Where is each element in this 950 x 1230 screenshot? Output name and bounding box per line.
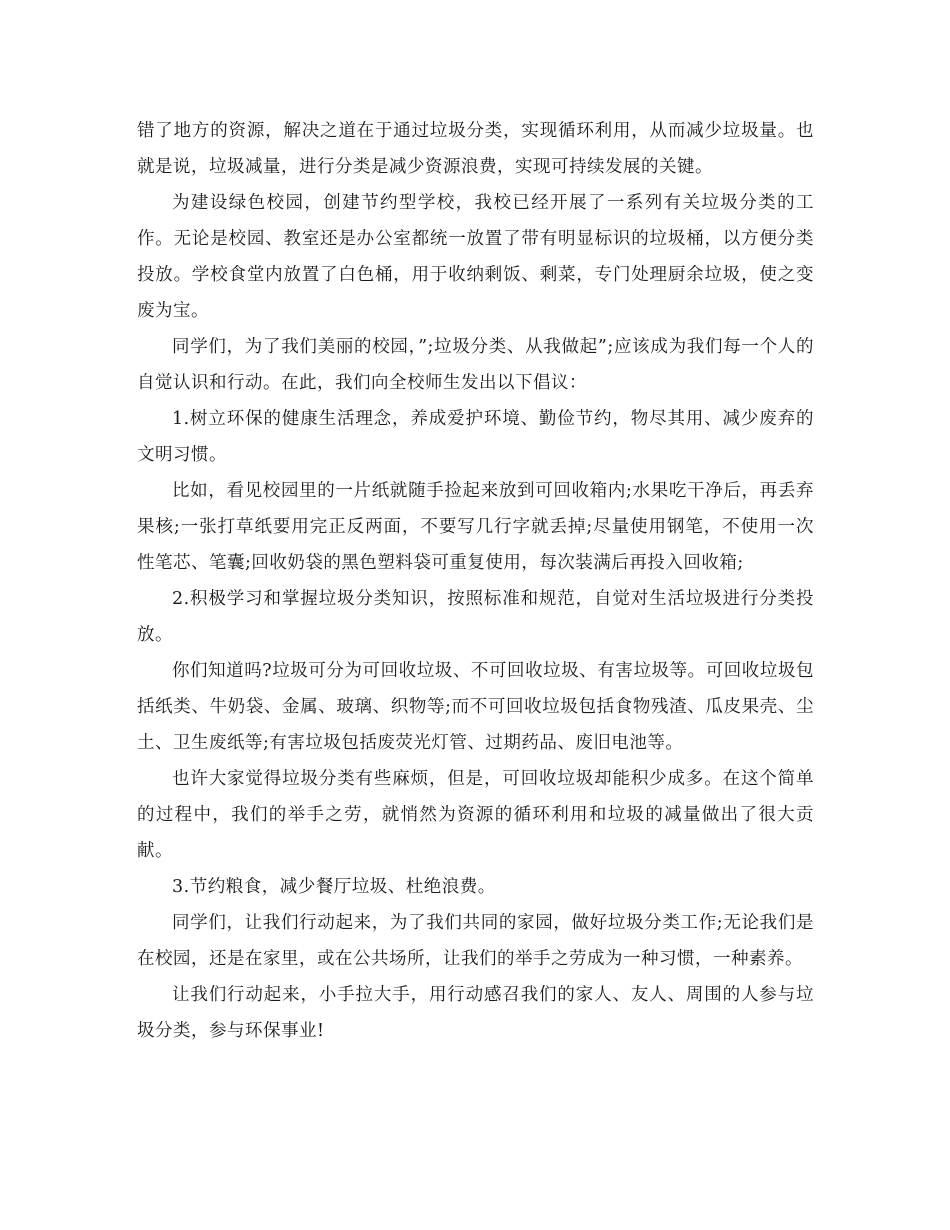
paragraph-9: 3.节约粮食，减少餐厅垃圾、杜绝浪费。 xyxy=(172,877,496,897)
paragraph-6: 2.积极学习和掌握垃圾分类知识，按照标准和规范，自觉对生活垃圾进行分类投放。 xyxy=(137,589,814,645)
document-body xyxy=(137,113,814,1049)
paragraph-3: 同学们，为了我们美丽的校园，”;垃圾分类、从我做起”;应该成为我们每一个人的自觉认识和行动。在此，我们向全校师生发出以下倡议： xyxy=(137,337,814,393)
paragraph-7: 你们知道吗?垃圾可分为可回收垃圾、不可回收垃圾、有害垃圾等。可回收垃圾包括纸类、牛奶袋、金属、玻璃、织物等;而不可回收垃圾包括食物残渣、瓜皮果壳、尘土、卫生废纸等;有害垃圾包括废荧光灯管、过期药品、废旧电池等。 xyxy=(137,661,814,753)
paragraph-4: 1.树立环保的健康生活理念，养成爱护环境、勤俭节约，物尽其用、减少废弃的文明习惯。 xyxy=(137,409,814,465)
paragraph-11: 让我们行动起来，小手拉大手，用行动感召我们的家人、友人、周围的人参与垃圾分类，参与环保事业! xyxy=(137,985,814,1041)
paragraph-2: 为建设绿色校园，创建节约型学校，我校已经开展了一系列有关垃圾分类的工作。无论是校园、教室还是办公室都统一放置了带有明显标识的垃圾桶，以方便分类投放。学校食堂内放置了白色桶，用于收纳剩饭、剩菜，专门处理厨余垃圾，使之变废为宝。 xyxy=(137,193,814,321)
paragraph-10: 同学们，让我们行动起来，为了我们共同的家园，做好垃圾分类工作;无论我们是在校园，还是在家里，或在公共场所，让我们的举手之劳成为一种习惯，一种素养。 xyxy=(137,913,814,969)
paragraph-8: 也许大家觉得垃圾分类有些麻烦，但是，可回收垃圾却能积少成多。在这个简单的过程中，我们的举手之劳，就悄然为资源的循环利用和垃圾的减量做出了很大贡献。 xyxy=(137,769,814,861)
paragraph-5: 比如，看见校园里的一片纸就随手捡起来放到可回收箱内;水果吃干净后，再丢弃果核;一张打草纸要用完正反两面，不要写几行字就丢掉;尽量使用钢笔，不使用一次性笔芯、笔囊;回收奶袋的黑色塑料袋可重复使用，每次装满后再投入回收箱; xyxy=(137,481,814,573)
paragraph-1: 错了地方的资源，解决之道在于通过垃圾分类，实现循环利用，从而减少垃圾量。也就是说，垃圾减量，进行分类是减少资源浪费，实现可持续发展的关键。 xyxy=(137,121,814,177)
